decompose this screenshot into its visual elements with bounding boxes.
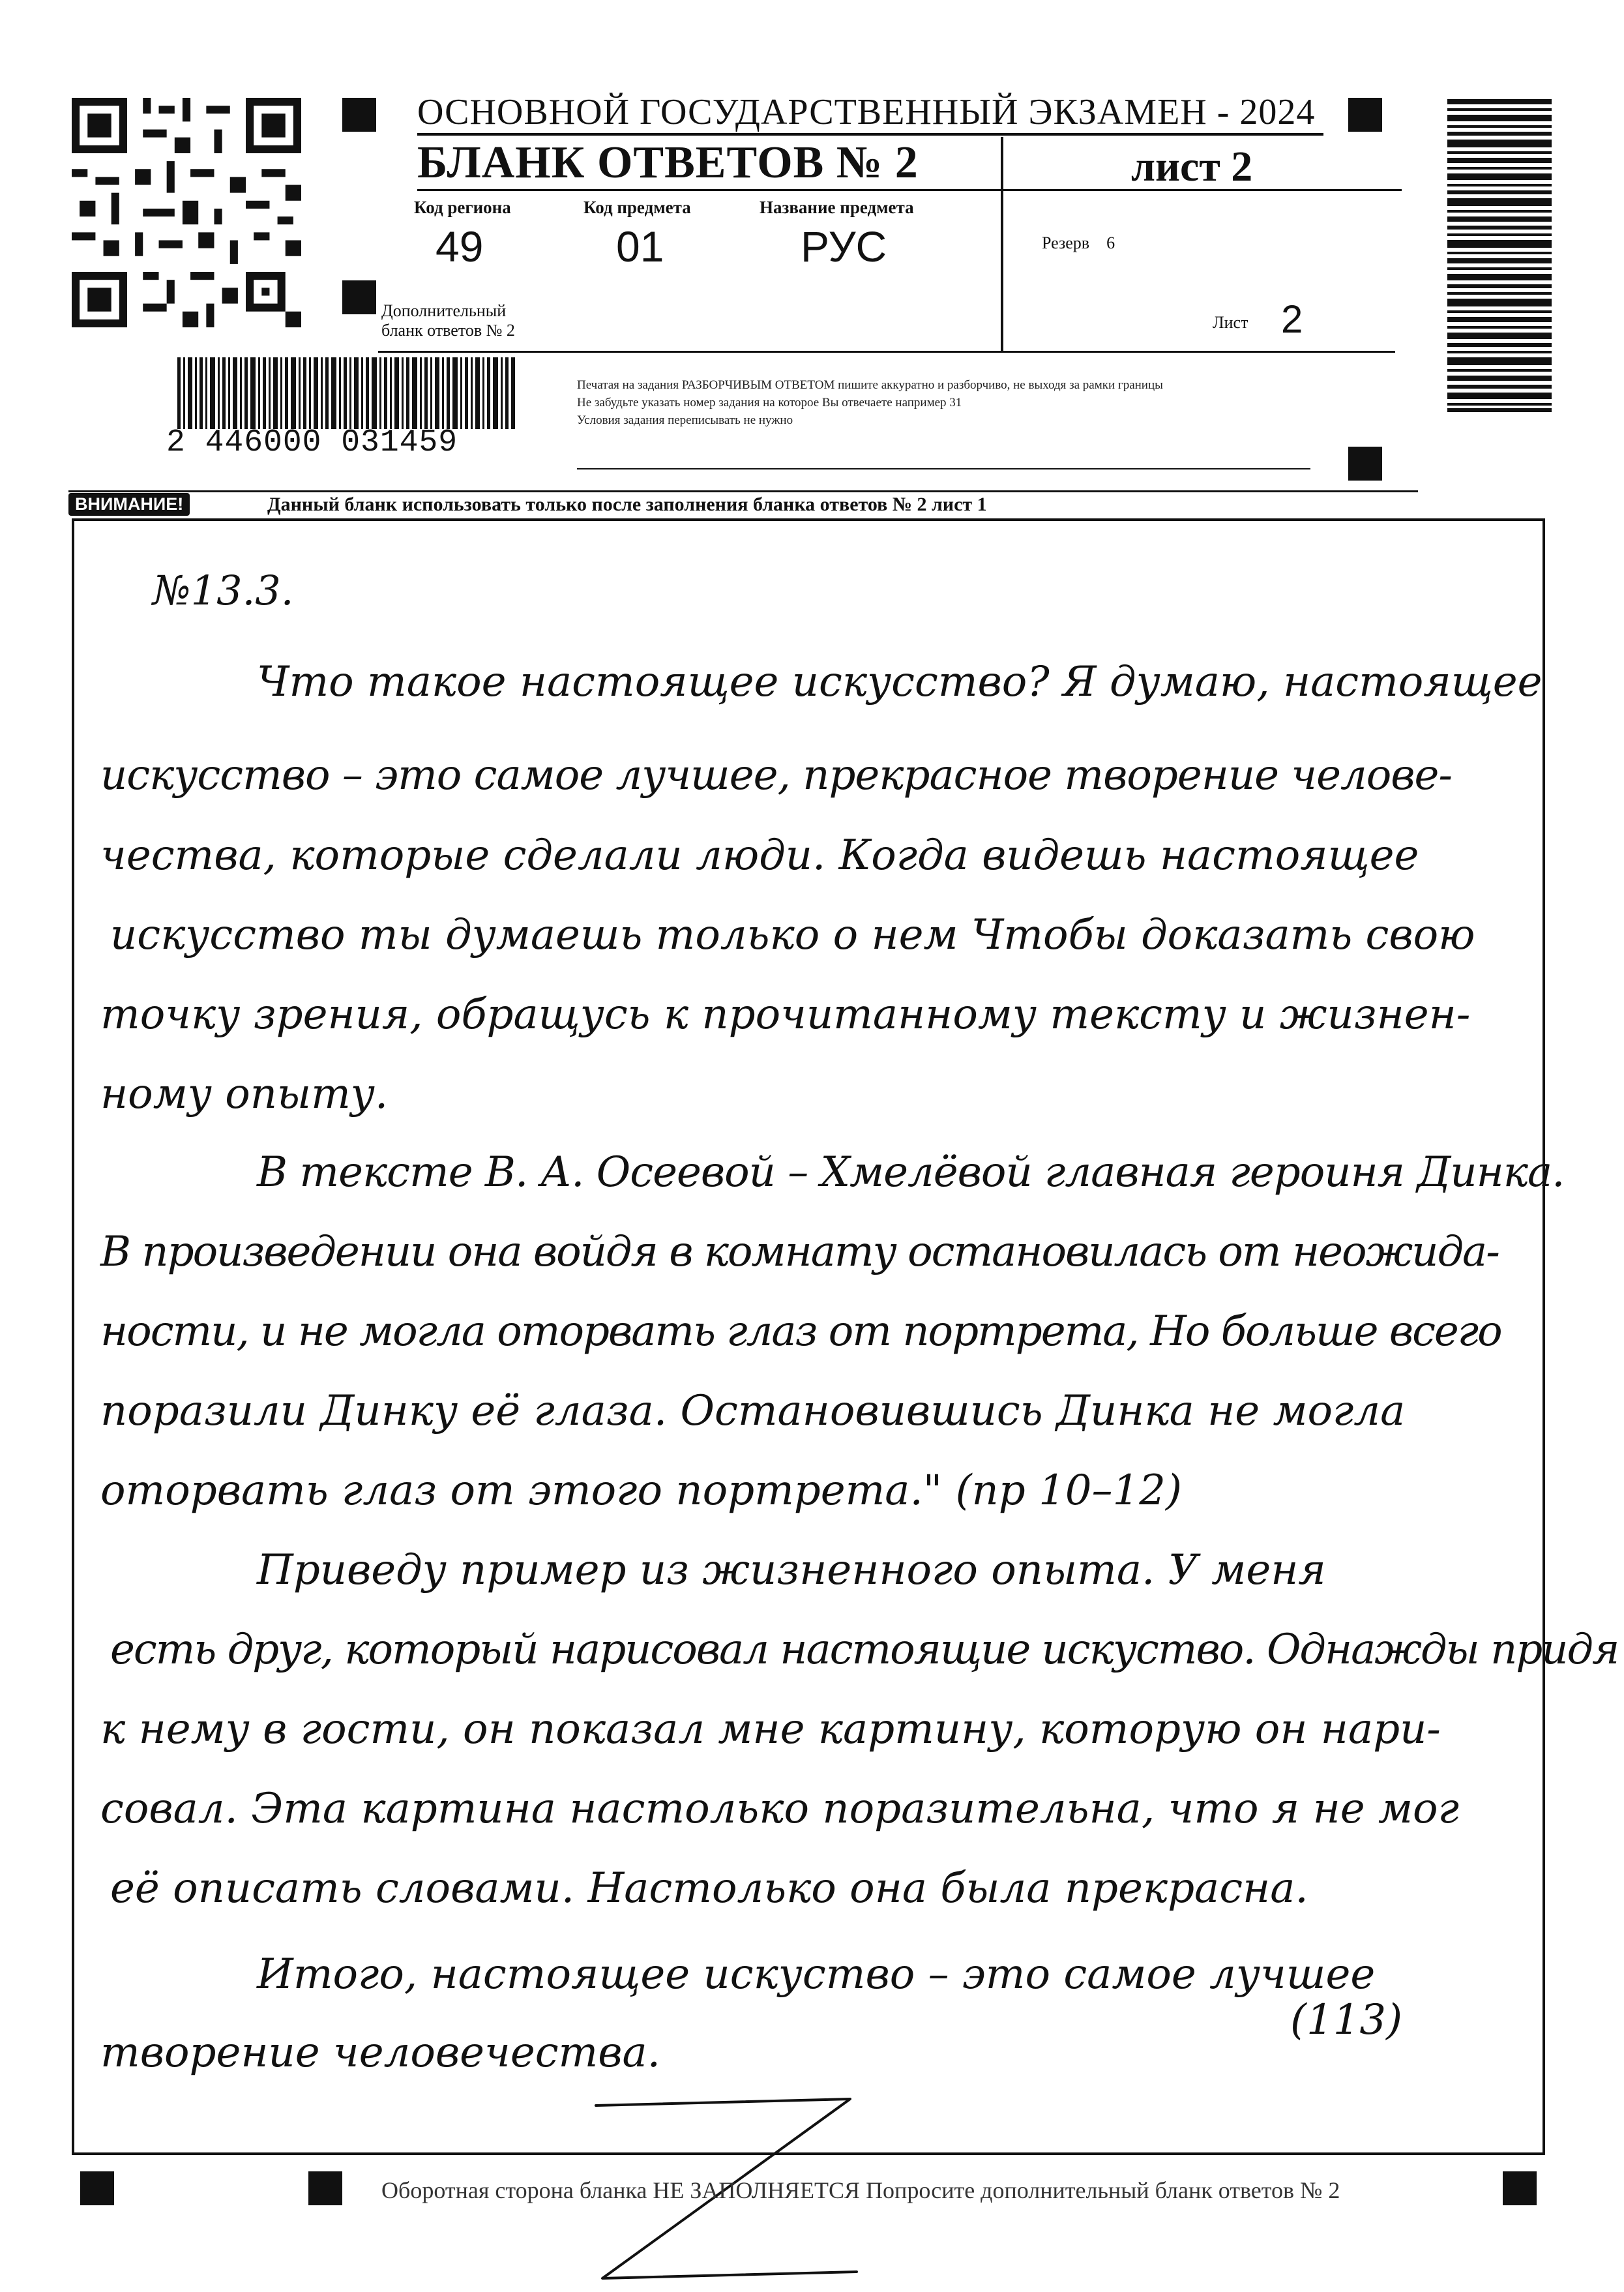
subject-name-label: Название предмета (760, 198, 914, 217)
instructions (577, 376, 1392, 429)
answer-line: искусство ты думаешь только о нем Чтобы доказать свою (110, 911, 1475, 959)
region-value: 49 (436, 222, 484, 271)
answer-line: к нему в гости, он показал мне картину, которую он нари- (100, 1705, 1441, 1753)
header-bottom-line (378, 351, 1395, 353)
additional-label-line1: Дополнительный (381, 301, 507, 320)
answer-line: Приведу пример из жизненного опыта. У меня (257, 1546, 1326, 1594)
registration-mark (342, 280, 376, 314)
registration-mark (1503, 2171, 1537, 2205)
answer-line: чества, которые сделали люди. Когда видешь настоящее (100, 831, 1419, 880)
answer-line: творение человечества. (100, 2029, 660, 2077)
answer-line: ному опыту. (100, 1070, 389, 1118)
answer-line: есть друг, который нарисовал настоящие искуство. Однажды придя (110, 1626, 1619, 1674)
answer-line: В произведении она войдя в комнату остановилась от неожида- (100, 1228, 1499, 1276)
registration-mark (1348, 98, 1382, 132)
registration-mark (308, 2171, 342, 2205)
reserve-field (1042, 233, 1115, 253)
header-divider (417, 189, 1402, 191)
sheet-title: лист 2 (1131, 143, 1253, 190)
subject-code-label: Код предмета (583, 198, 691, 217)
registration-mark (1348, 447, 1382, 481)
instruction-line: Печатая на задания РАЗБОРЧИВЫМ ОТВЕТОМ пишите аккуратно и разборчиво, не выходя за рамки границы (577, 378, 1163, 392)
answer-line: оторвать глаз от этого портрета." (пр 10–12) (100, 1466, 1182, 1515)
answer-line: её описать словами. Настолько она была прекрасна. (110, 1864, 1308, 1912)
warning-text: Данный бланк использовать только после заполнения бланка ответов № 2 лист 1 (267, 494, 987, 515)
answer-line: В тексте В. А. Осеевой – Хмелёвой главная героиня Динка. (257, 1148, 1565, 1197)
header-vertical-divider (1001, 137, 1003, 352)
warning-topline (68, 490, 1418, 492)
answer-box (72, 518, 1619, 2155)
region-label: Код региона (414, 198, 511, 217)
registration-mark (342, 98, 376, 132)
registration-mark (80, 2171, 114, 2205)
handwritten-answer (74, 521, 1619, 2152)
subject-code-value: 01 (616, 222, 664, 271)
vertical-barcode (1447, 99, 1552, 412)
barcode-number: 2 446000 031459 (166, 425, 458, 460)
additional-form-label (381, 301, 515, 340)
additional-label-line2: бланк ответов № 2 (381, 321, 515, 340)
sheet-label: Лист (1213, 313, 1248, 332)
form-title: БЛАНК ОТВЕТОВ № 2 (417, 138, 919, 188)
horizontal-barcode (177, 357, 516, 429)
answer-line: Что такое настоящее искусство? Я думаю, настоящее (257, 658, 1543, 706)
sheet-value: 2 (1281, 297, 1303, 341)
instruction-underline (577, 468, 1310, 469)
subject-name-value: РУС (801, 222, 887, 271)
answer-line: искусство – это самое лучшее, прекрасное творение челове- (100, 751, 1452, 799)
answer-line: поразили Динку её глаза. Остановившись Динка не могла (100, 1387, 1406, 1435)
task-number: №13.3. (153, 567, 294, 614)
instruction-line: Не забудьте указать номер задания на которое Вы отвечаете например 31 (577, 396, 962, 409)
footer-note: Оборотная сторона бланка НЕ ЗАПОЛНЯЕТСЯ Попросите дополнительный бланк ответов № 2 (381, 2177, 1340, 2203)
answer-line: ности, и не могла оторвать глаз от портрета, Но больше всего (100, 1307, 1501, 1356)
reserve-label: Резерв (1042, 233, 1090, 252)
answer-line: совал. Эта картина настолько поразительна, что я не мог (100, 1785, 1459, 1833)
warning-badge: ВНИМАНИЕ! (68, 493, 190, 516)
answer-line: Итого, настоящее искуство – это самое лучшее (257, 1950, 1376, 1999)
exam-title: ОСНОВНОЙ ГОСУДАРСТВЕННЫЙ ЭКЗАМЕН - 2024 (417, 91, 1323, 136)
instruction-line: Условия задания переписывать не нужно (577, 413, 793, 427)
qr-code (72, 98, 301, 327)
word-count: (113) (1290, 1996, 1403, 2044)
answer-line: точку зрения, обращусь к прочитанному тексту и жизнен- (100, 990, 1471, 1039)
reserve-value: 6 (1106, 233, 1115, 252)
